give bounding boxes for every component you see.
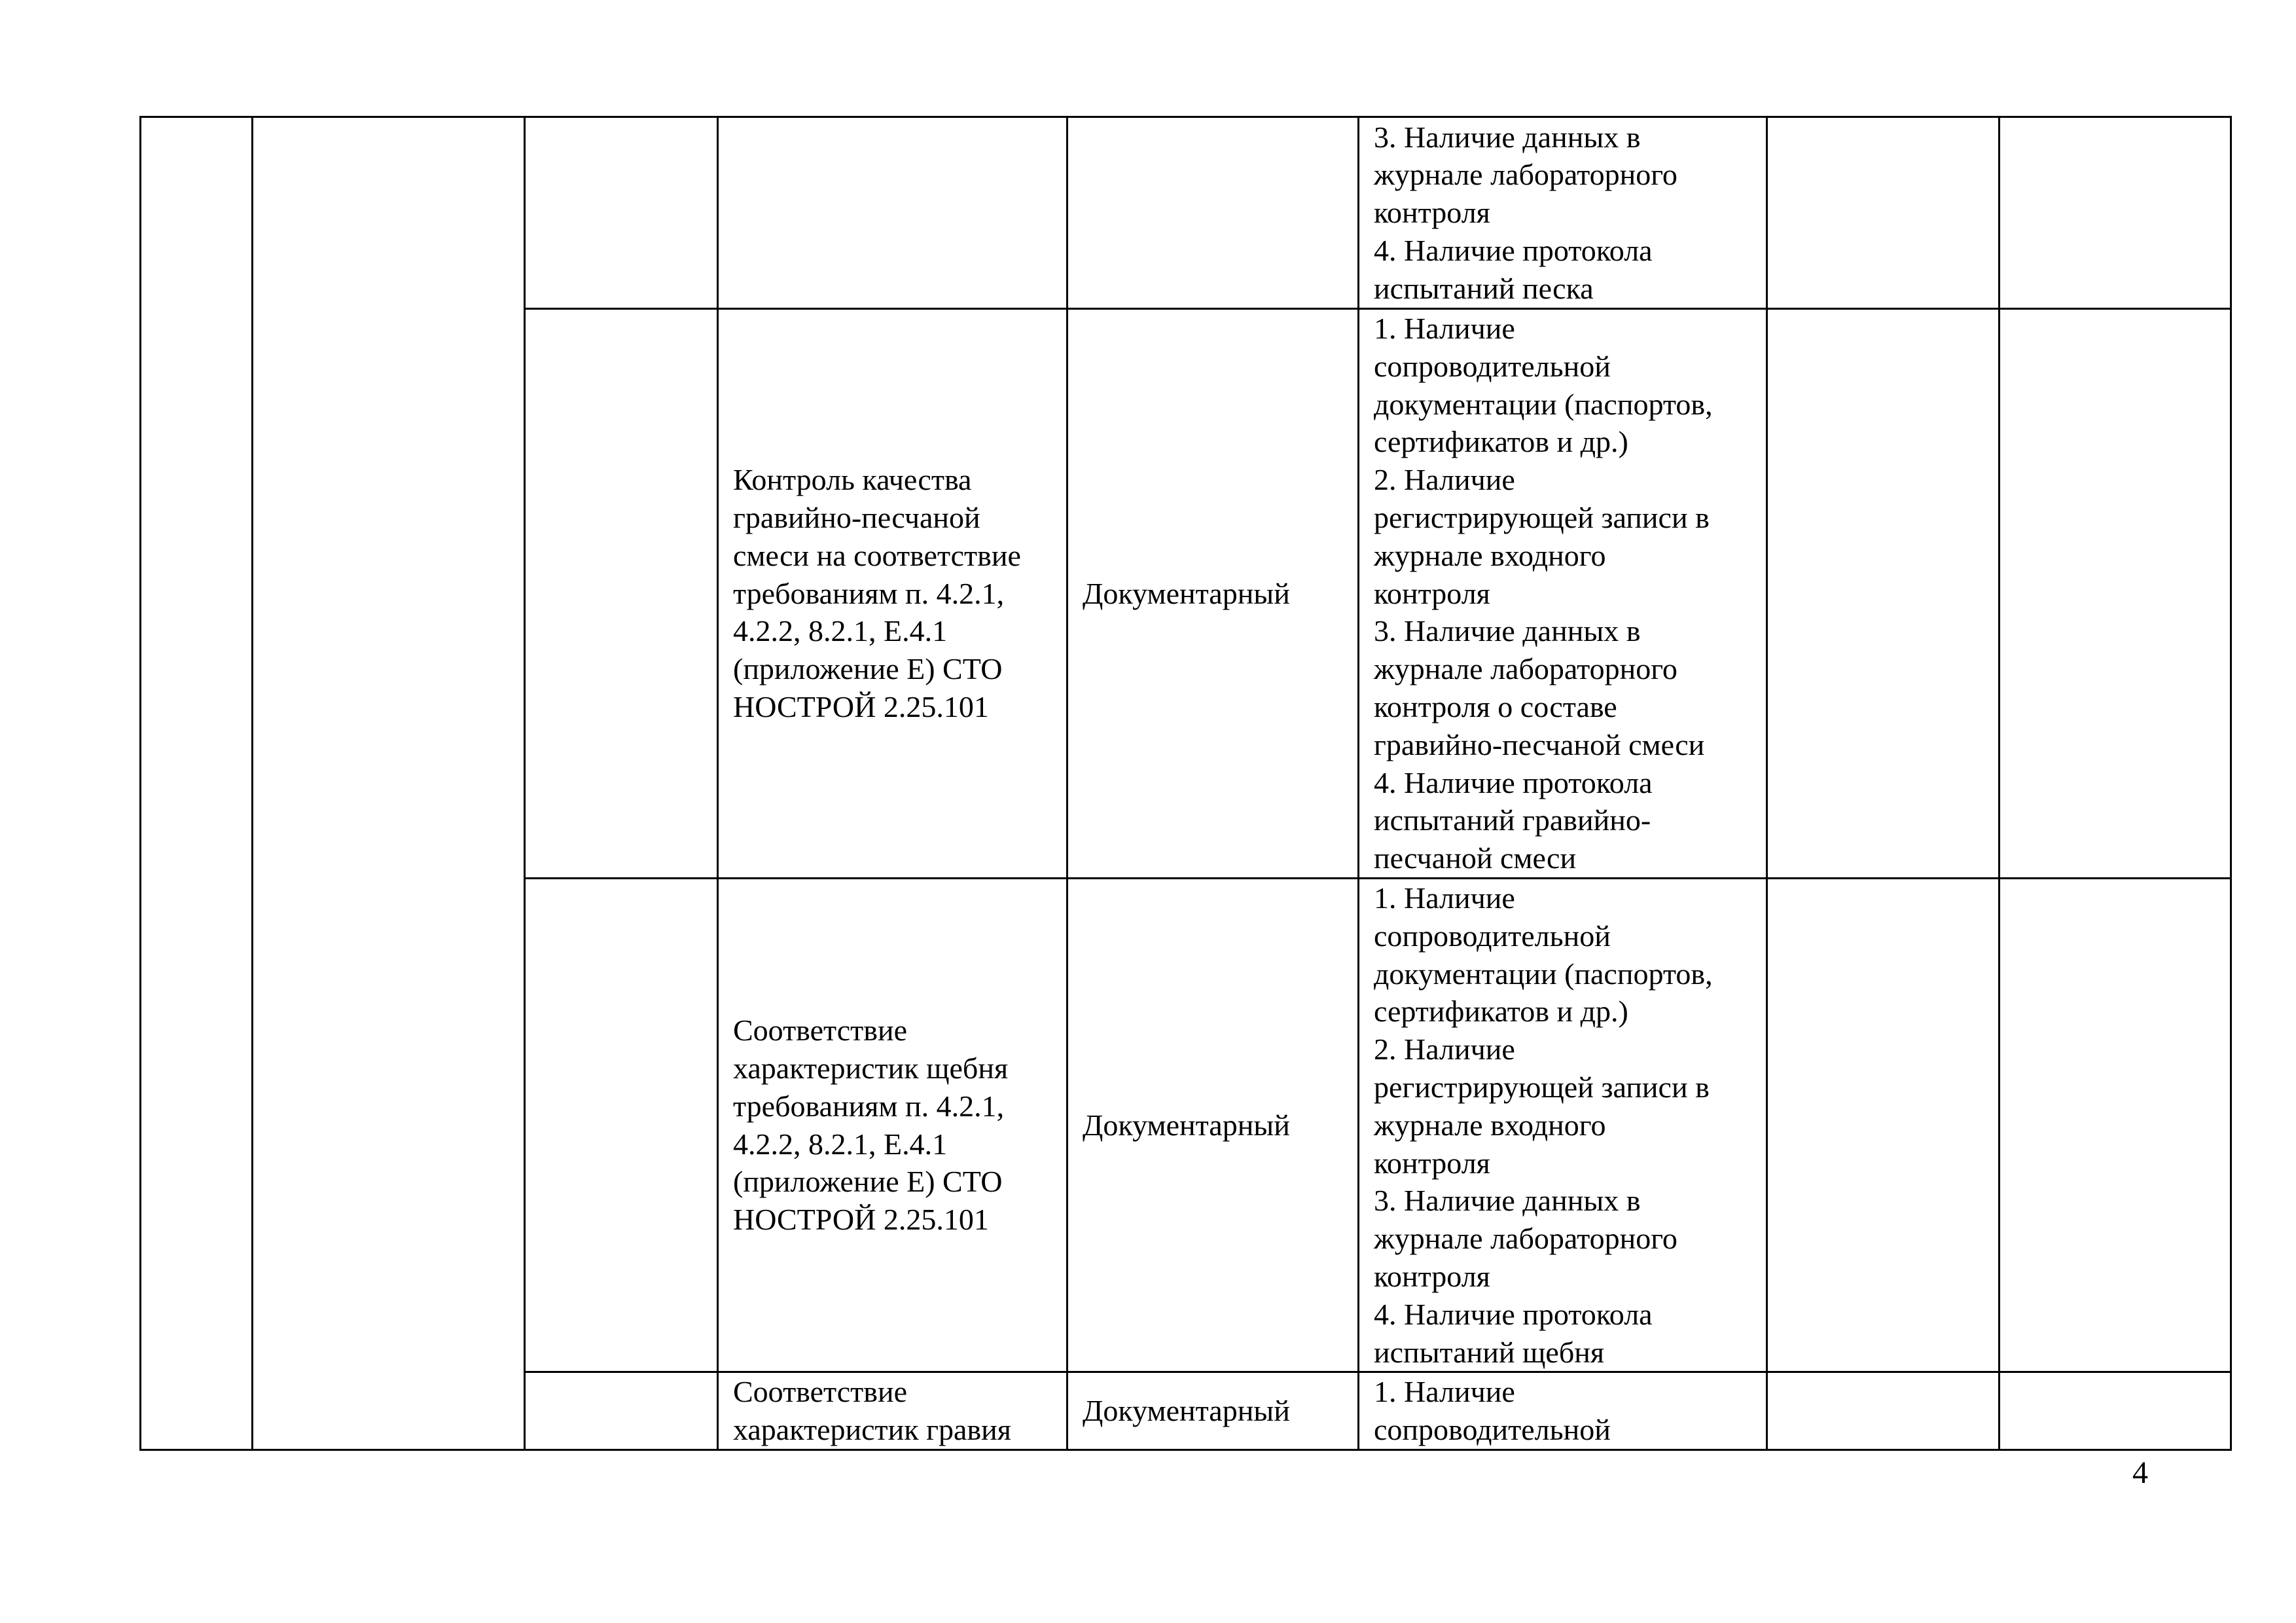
control-item-cell: Соответствие характеристик щебня требованиям п. 4.2.1, 4.2.2, 8.2.1, Е.4.1 (приложение Е) СТО НОСТРОЙ 2.25.101 [718,878,1067,1372]
mark-cell [1767,1372,2000,1450]
page-number: 4 [2132,1455,2148,1490]
note-cell [2000,309,2231,879]
mark-cell [1767,878,2000,1372]
evidence-cell: 1. Наличие сопроводительной документации (паспортов, сертификатов и др.) 2. Наличие регистрирующей записи в журнале входного контроля 3. Наличие данных в журнале лабораторного контроля о составе гравийно-песчаной смеси 4. Наличие протокола испытаний гравийно- песчаной смеси [1359,309,1767,879]
evidence-cell: 1. Наличие сопроводительной документации (паспортов, сертификатов и др.) 2. Наличие регистрирующей записи в журнале входного контроля 3. Наличие данных в журнале лабораторного контроля 4. Наличие протокола испытаний щебня [1359,878,1767,1372]
control-method-cell [1067,117,1359,309]
sub-number-cell [525,117,718,309]
control-method-cell: Документарный [1067,309,1359,879]
evidence-cell: 1. Наличие сопроводительной [1359,1372,1767,1450]
inspection-table [139,116,2232,1451]
control-item-cell: Соответствие характеристик гравия [718,1372,1067,1450]
note-cell [2000,878,2231,1372]
note-cell [2000,1372,2231,1450]
note-cell [2000,117,2231,309]
control-item-cell: Контроль качества гравийно-песчаной смеси на соответствие требованиям п. 4.2.1, 4.2.2, 8.2.1, Е.4.1 (приложение Е) СТО НОСТРОЙ 2.25.101 [718,309,1067,879]
number-column-cell [141,117,253,1450]
table-row [141,117,2231,309]
mark-cell [1767,309,2000,879]
sub-number-cell [525,1372,718,1450]
control-method-cell: Документарный [1067,878,1359,1372]
mark-cell [1767,117,2000,309]
control-item-cell [718,117,1067,309]
evidence-cell: 3. Наличие данных в журнале лабораторного контроля 4. Наличие протокола испытаний песка [1359,117,1767,309]
sub-number-cell [525,309,718,879]
control-method-cell: Документарный [1067,1372,1359,1450]
sub-number-cell [525,878,718,1372]
stage-column-cell [253,117,525,1450]
